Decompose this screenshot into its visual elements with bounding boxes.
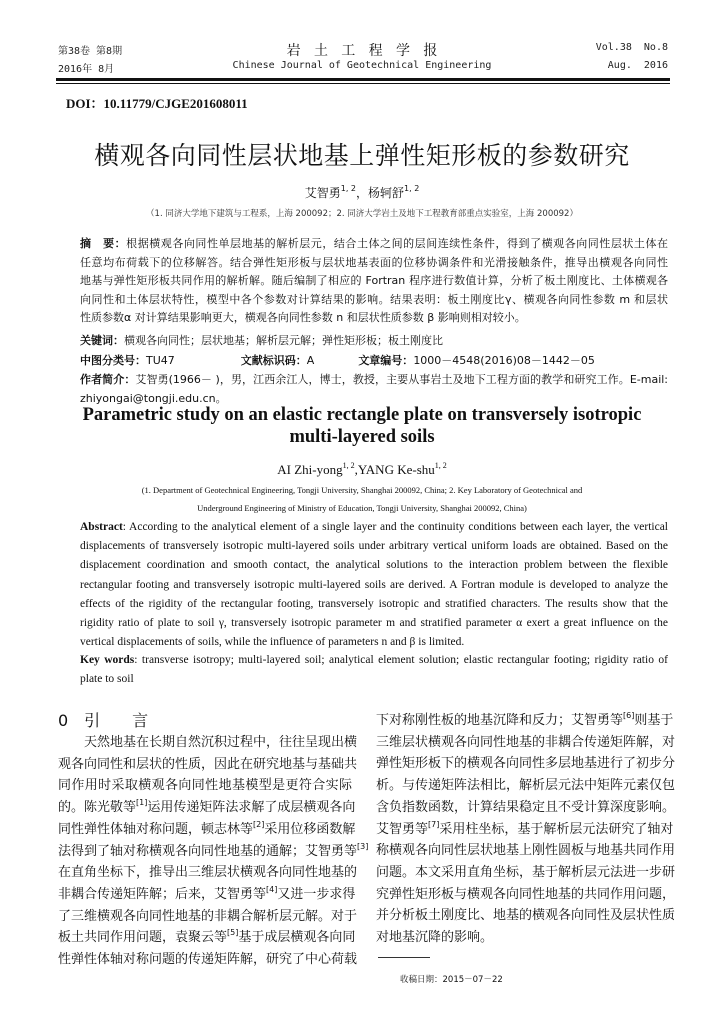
keywords-cn — [80, 332, 668, 348]
text-segment: 弹性矩形板下的横观各向同性多层地基进行了初步分 — [376, 756, 676, 772]
text-segment: 对地基沉降的影响。 — [376, 930, 494, 945]
text-segment: 地基与弹性矩形板共同作用的解析解。随后编制了相应的 Fortran 程序进行数值计算，分析了板土刚度比、土体横观各 — [80, 274, 668, 287]
volume-issue-en: Vol.38 No.8 — [595, 42, 668, 53]
author-bio — [80, 371, 668, 387]
body-text-line — [58, 796, 356, 816]
text-segment: 性质参数α 对计算结果影响更大，横观各向同性参数 n 和层状性质参数 β 影响则相对较小。 — [80, 311, 526, 324]
text-segment: 采用位移函数解 — [264, 821, 356, 837]
abstract-en-line — [80, 617, 668, 629]
keywords-text: 横观各向同性；层状地基；解析层元解；弹性矩形板；板土刚度比 — [124, 334, 443, 347]
text-segment: 天然地基在长期自然沉积过程中，往往呈现出横 — [58, 735, 358, 750]
citation-ref[interactable]: [7] — [428, 819, 440, 829]
text-segment: : According to the analytical element of a single layer and the continuity conditions between each layer, the vertical — [122, 521, 668, 533]
abstract-cn-line — [80, 235, 668, 251]
body-text-line — [376, 818, 674, 837]
author-name: 艾智勇 — [304, 186, 341, 200]
text-segment: 下对称刚性板的地基沉降和反力；艾智勇等 — [376, 713, 624, 728]
body-text-line — [58, 774, 352, 793]
abstract-en-line — [80, 579, 668, 591]
author-name: AI Zhi-yong — [277, 462, 343, 477]
journal-name-en: Chinese Journal of Geotechnical Engineering — [232, 60, 492, 71]
text-segment: 运用传递矩阵法求解了成层横观各向 — [147, 800, 356, 816]
text-segment: rectangular footing and transversely isotropic multi-layered soils are derived. A Fortran module is developed to analyze the — [80, 578, 668, 591]
abstract-en-line — [80, 521, 668, 533]
received-date: 收稿日期：2015－07－22 — [400, 975, 503, 985]
affiliation-en-line1: (1. Department of Geotechnical Engineering, Tongji University, Shanghai 200092, China; 2. Key Laboratory of Geotechnical and — [141, 485, 583, 495]
paper-title-en-line1: Parametric study on an elastic rectangle plate on transversely isotropic — [82, 405, 642, 425]
text-segment: 了三维横观各向同性地基的非耦合解析层元解。对于 — [58, 908, 358, 924]
text-segment: 含负指数函数，计算结果稳定且不受计算深度影响。 — [376, 799, 676, 815]
text-segment: 性弹性体轴对称问题的传递矩阵解，研究了中心荷载 — [58, 952, 358, 967]
body-text-line — [58, 883, 356, 902]
text-segment: 称横观各向同性层状地基上刚性圆板与地基共同作用 — [376, 843, 676, 859]
doc-code-label: 文献标识码： — [240, 354, 307, 367]
author-email[interactable]: zhiyongai@tongji.edu.cn。 — [80, 392, 227, 405]
text-segment: 的。陈光敬等 — [58, 800, 137, 816]
abstract-label: 摘 要： — [80, 237, 127, 250]
body-text-line — [58, 905, 358, 924]
authors-cn — [0, 184, 724, 201]
text-segment: 究弹性矩形板与横观各向同性地基的共同作用问题， — [376, 886, 676, 902]
abstract-en-line — [80, 598, 668, 610]
article-no-label: 文章编号： — [358, 354, 414, 367]
author-affiliation-mark: 1, 2 — [434, 461, 447, 470]
abstract-cn-line — [80, 254, 668, 270]
text-segment: 同性弹性体轴对称问题，顿志林等 — [58, 821, 254, 837]
keywords-text: : transverse isotropy; multi-layered soil; analytical element solution; elastic rectangular footing; rigidity ratio of — [134, 654, 668, 666]
body-text-line — [58, 948, 358, 967]
date-en: Aug. 2016 — [607, 60, 668, 71]
citation-ref[interactable]: [5] — [227, 928, 239, 938]
body-text-line — [376, 883, 676, 902]
text-segment: 法得到了轴对称横观各向同性地基的通解；艾智勇等 — [58, 843, 358, 859]
body-text-line — [58, 861, 358, 881]
keywords-en — [80, 654, 668, 666]
body-text-line — [58, 818, 356, 837]
body-text-line — [58, 840, 369, 859]
doc-code-value: A — [306, 354, 315, 367]
text-segment: vertical displacements of soils, while the influence of parameters n and β is limited. — [80, 636, 465, 649]
text-segment: 同作用时采取横观各向同性地基模型是更符合实际 — [58, 778, 352, 794]
body-text-line — [58, 926, 356, 946]
doi[interactable]: DOI：10.11779/CJGE201608011 — [66, 96, 248, 111]
author-name: ，杨轲舒 — [356, 186, 405, 200]
body-text-line — [376, 926, 668, 945]
body-text-line — [58, 731, 358, 750]
header-rule-thin — [56, 83, 670, 84]
text-segment: displacement coordination and smooth contact, the analytical solutions to the interaction problem between the flexible — [80, 559, 668, 572]
keywords-label: 关键词： — [80, 334, 124, 347]
volume-issue-cn: 第38卷 第8期 — [58, 46, 123, 57]
citation-ref[interactable]: [4] — [266, 884, 278, 894]
citation-ref[interactable]: [6] — [623, 711, 635, 720]
abstract-label: Abstract — [80, 521, 123, 533]
text-segment: 析。与传递矩阵法相比，解析层元法中矩阵元素仅包 — [376, 778, 676, 794]
citation-ref[interactable]: [2] — [253, 819, 265, 829]
body-text-line — [376, 774, 676, 794]
article-no-value: 1000－4548(2016)08－1442－05 — [413, 354, 595, 367]
body-text-line — [376, 731, 676, 750]
body-text-line — [376, 709, 674, 728]
text-segment: 又进一步求得 — [277, 886, 356, 902]
clc-label: 中图分类号： — [80, 354, 146, 367]
text-segment: 三维层状横观各向同性地基的非耦合传递矩阵解，对 — [376, 734, 676, 750]
text-segment: 板土共同作用问题，袁聚云等 — [58, 930, 228, 946]
text-segment: 基于成层横观各向同 — [238, 930, 356, 946]
bio-text: 艾智勇(1966－ )，男，江西余江人，博士，教授，主要从事岩土及地下工程方面的教学和研究工作。E-mail: — [135, 373, 669, 386]
author-name: ,YANG Ke-shu — [354, 462, 435, 477]
section-heading-introduction: 0 引 言 — [58, 711, 149, 730]
clc-value: TU47 — [146, 354, 175, 367]
text-segment: 问题。本文采用直角坐标，基于解析层元法进一步研 — [376, 864, 676, 880]
text-segment: 艾智勇等 — [376, 821, 429, 837]
header-rule — [56, 78, 670, 81]
text-segment: rigidity ratio of plate to soil γ, transversely isotropic parameter m and stratified parameter α exert a great influence on the — [80, 617, 668, 629]
body-text-line — [376, 904, 676, 924]
citation-ref[interactable]: [1] — [136, 798, 148, 808]
text-segment: 采用柱坐标，基于解析层元法研究了轴对 — [439, 821, 674, 837]
body-text-line — [376, 752, 676, 772]
author-affiliation-mark: 1, 2 — [342, 461, 355, 470]
text-segment: 非耦合传递矩阵解；后来，艾智勇等 — [58, 886, 267, 902]
text-segment: effects of the rigidity of the rectangular footing, transversely isotropic and stratified characters. The results show that the — [80, 597, 668, 610]
text-segment: displacements of transversely isotropic multi-layered soils under arbitrary vertical uniform loads are obtained. Based on the — [80, 540, 668, 553]
affiliation-cn: （1. 同济大学地下建筑与工程系，上海 200092；2. 同济大学岩土及地下工程教育部重点实验室，上海 200092） — [146, 209, 578, 219]
citation-ref[interactable]: [3] — [357, 841, 369, 851]
author-affiliation-mark: 1, 2 — [404, 184, 420, 193]
body-text-line — [376, 839, 676, 859]
abstract-en-line — [80, 559, 668, 571]
footnote-rule — [378, 957, 430, 958]
paper-title-en-line2: multi-layered soils — [289, 427, 435, 447]
body-text-line — [376, 796, 676, 815]
affiliation-en-line2: Underground Engineering of Ministry of Education, Tongji University, Shanghai 200092, China) — [197, 503, 527, 513]
abstract-cn-line — [80, 291, 668, 307]
abstract-en-line — [80, 636, 668, 648]
abstract-cn-line — [80, 309, 668, 325]
authors-en — [0, 462, 724, 478]
text-segment: 向同性和土体层状特性，模型中各个参数对计算结果的影响。结果表明：板土刚度比γ、横观各向同性参数 m 和层状 — [80, 292, 668, 306]
keywords-label: Key words — [80, 654, 135, 666]
abstract-cn-line — [80, 272, 668, 288]
body-text-line — [58, 753, 358, 772]
text-segment: 在直角坐标下，推导出三维层状横观各向同性地基的 — [58, 865, 358, 881]
classification-info — [80, 352, 668, 368]
body-text-line — [376, 861, 676, 880]
keywords-en-line2: plate to soil — [80, 673, 134, 685]
text-segment: 则基于 — [634, 713, 674, 728]
text-segment: 根据横观各向同性单层地基的解析层元，结合土体之间的层间连续性条件，得到了横观各向同性层状土体在 — [126, 237, 669, 250]
author-affiliation-mark: 1, 2 — [340, 184, 356, 193]
bio-label: 作者简介： — [80, 373, 136, 386]
paper-title-cn: 横观各向同性层状地基上弹性矩形板的参数研究 — [94, 141, 630, 170]
text-segment: 任意均布荷载下的位移解答。结合弹性矩形板与层状地基表面的位移协调条件和光滑接触条件，推导出横观各向同性 — [80, 255, 668, 269]
text-segment: 并分析板土刚度比、地基的横观各向同性及层状性质 — [376, 908, 676, 924]
text-segment: 观各向同性和层状的性质，因此在研究地基与基础共 — [58, 756, 358, 772]
journal-name-cn: 岩 土 工 程 学 报 — [286, 43, 438, 59]
date-cn: 2016年 8月 — [58, 64, 115, 75]
abstract-en-line — [80, 540, 668, 552]
